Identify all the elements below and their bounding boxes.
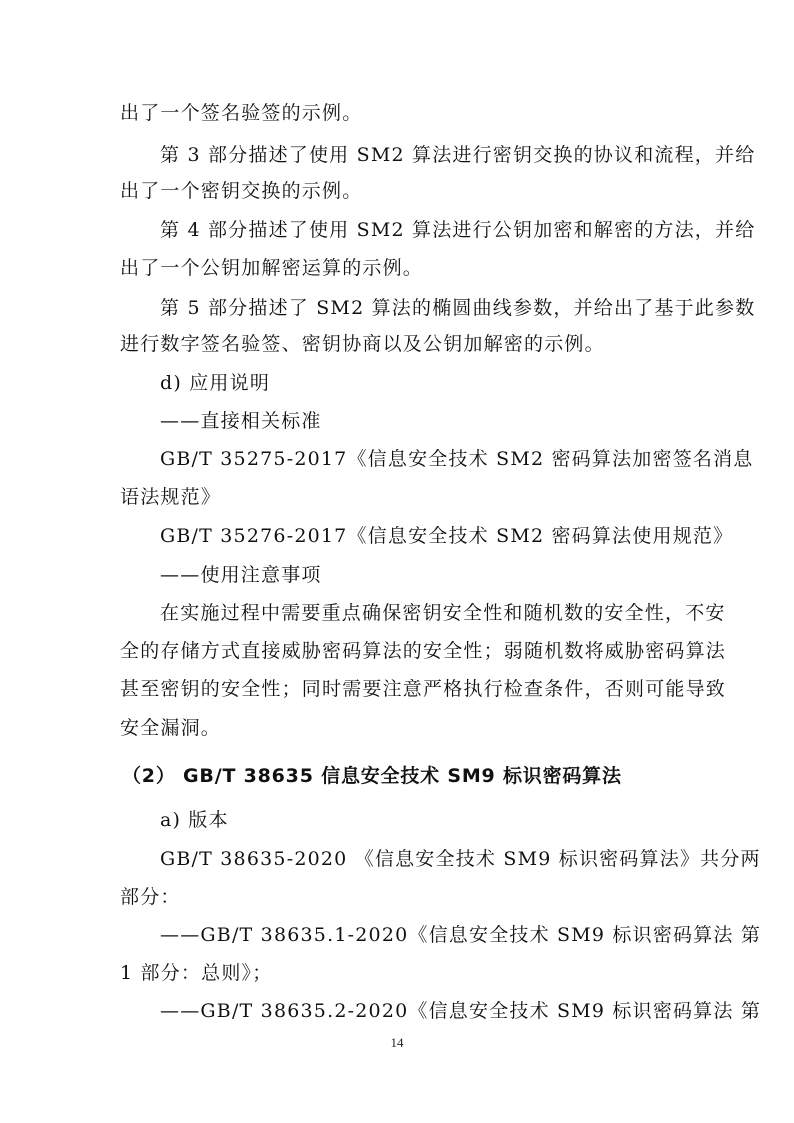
standard-part-line: ——GB/T 38635.2-2020《信息安全技术 SM9 标识密码算法 第 bbox=[160, 1000, 762, 1022]
body-line: 进行数字签名验签、密钥协商以及公钥加解密的示例。 bbox=[120, 333, 605, 355]
list-item-label: d) 应用说明 bbox=[160, 372, 271, 394]
body-line: 全的存储方式直接威胁密码算法的安全性；弱随机数将威胁密码算法 bbox=[120, 640, 727, 662]
body-line: 甚至密钥的安全性；同时需要注意严格执行检查条件，否则可能导致 bbox=[120, 678, 727, 700]
standard-part-continuation: 1 部分：总则》； bbox=[120, 962, 273, 984]
page-number: 14 bbox=[390, 1035, 404, 1050]
standard-reference: GB/T 35276-2017《信息安全技术 SM2 密码算法使用规范》 bbox=[160, 525, 734, 547]
body-line: 安全漏洞。 bbox=[120, 717, 222, 739]
standard-reference: GB/T 35275-2017《信息安全技术 SM2 密码算法加密签名消息 bbox=[160, 448, 754, 470]
subheading-line: ——直接相关标准 bbox=[160, 410, 322, 432]
body-line: 在实施过程中需要重点确保密钥安全性和随机数的安全性，不安 bbox=[160, 602, 726, 624]
body-line: 部分： bbox=[120, 886, 181, 908]
body-line: 出了一个密钥交换的示例。 bbox=[120, 180, 363, 202]
body-line: GB/T 38635-2020 《信息安全技术 SM9 标识密码算法》共分两 bbox=[160, 848, 761, 870]
list-item-label: a) 版本 bbox=[160, 809, 229, 831]
section-heading: （2） GB/T 38635 信息安全技术 SM9 标识密码算法 bbox=[122, 765, 622, 787]
body-line: 第 3 部分描述了使用 SM2 算法进行密钥交换的协议和流程，并给 bbox=[160, 144, 756, 166]
body-line: 出了一个公钥加解密运算的示例。 bbox=[120, 257, 424, 279]
body-line: 第 5 部分描述了 SM2 算法的椭圆曲线参数，并给出了基于此参数 bbox=[160, 297, 756, 319]
subheading-line: ——使用注意事项 bbox=[160, 564, 322, 586]
standard-part-line: ——GB/T 38635.1-2020《信息安全技术 SM9 标识密码算法 第 bbox=[160, 924, 762, 946]
body-line: 第 4 部分描述了使用 SM2 算法进行公钥加密和解密的方法，并给 bbox=[160, 219, 756, 241]
standard-reference-continuation: 语法规范》 bbox=[120, 486, 222, 508]
body-line: 出了一个签名验签的示例。 bbox=[120, 102, 363, 124]
